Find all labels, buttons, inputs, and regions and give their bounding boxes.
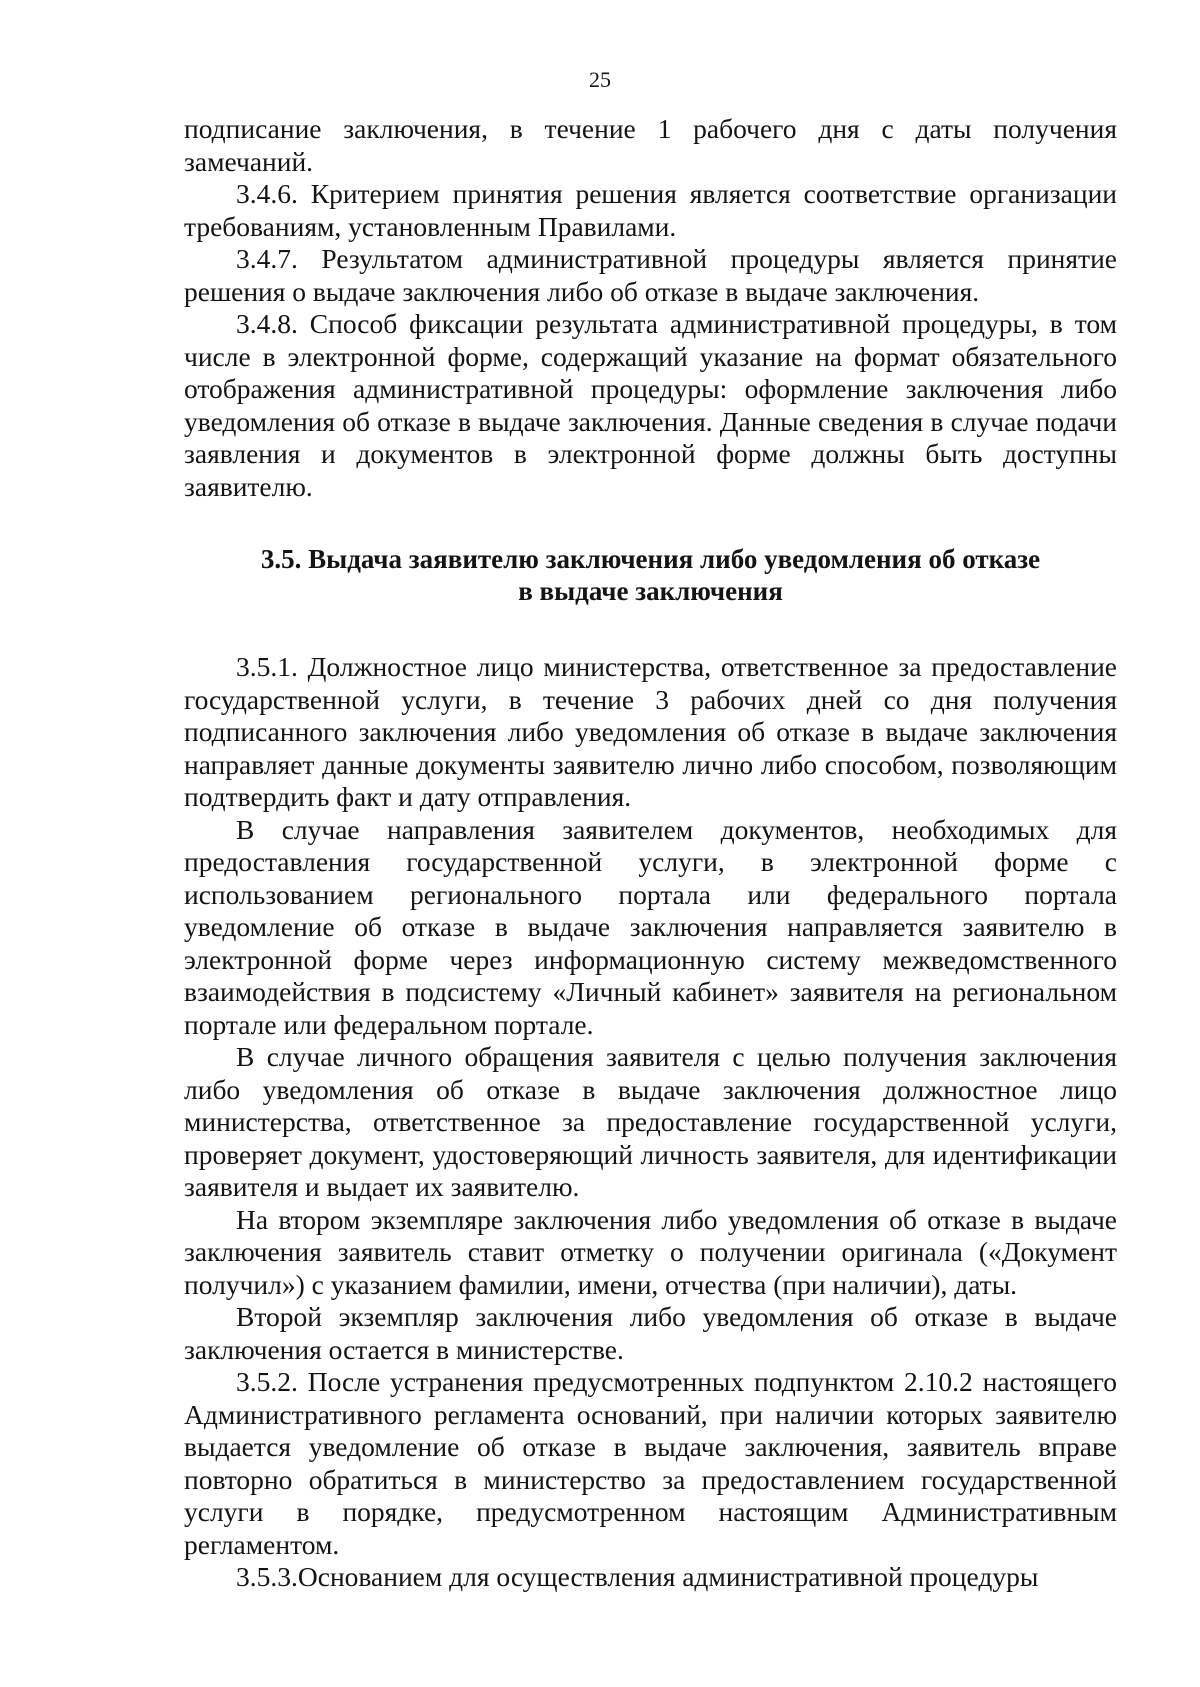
paragraph-receipt-mark: На втором экземпляре заключения либо уведомления об отказе в выдаче заключения заявитель ставит отметку о получении оригинала («Документ получил») с указанием фамилии, имени, отчества (при наличии), даты. — [184, 1203, 1117, 1300]
page-number: 25 — [589, 67, 611, 92]
paragraph-continuation: подписание заключения, в течение 1 рабочего дня с даты получения замечаний. — [184, 113, 1117, 177]
paragraph-electronic-delivery: В случае направления заявителем документов, необходимых для предоставления государственной услуги, в электронной форме с использованием регионального портала или федерального портала уведомление об отказе в выдаче заключения направляется заявителю в электронной форме через информационную систему межведомственного взаимодействия в подсистему «Личный кабинет» заявителя на региональном портале или федеральном портале. — [184, 813, 1117, 1040]
paragraph-3-5-2: 3.5.2. После устранения предусмотренных подпунктом 2.10.2 настоящего Административного регламента оснований, при наличии которых заявителю выдается уведомление об отказе в выдаче заключения, заявитель вправе повторно обратиться в министерство за предоставлением государственной услуги в порядке, предусмотренном настоящим Административным регламентом. — [184, 1366, 1117, 1560]
paragraph-3-4-7: 3.4.7. Результатом административной процедуры является принятие решения о выдаче заключения либо об отказе в выдаче заключения. — [184, 243, 1117, 307]
paragraph-3-4-8: 3.4.8. Способ фиксации результата административной процедуры, в том числе в электронной форме, содержащий указание на формат обязательного отображения административной процедуры: оформление заключения либо уведомления об отказе в выдаче заключения. Данные сведения в случае подачи заявления и документов в электронной форме должны быть доступны заявителю. — [184, 308, 1117, 502]
paragraph-personal-visit: В случае личного обращения заявителя с целью получения заключения либо уведомления об отказе в выдаче заключения должностное лицо министерства, ответственное за предоставление государственной услуги, проверяет документ, удостоверяющий личность заявителя, для идентификации заявителя и выдает их заявителю. — [184, 1041, 1117, 1202]
section-heading-3-5 — [184, 543, 1117, 607]
document-body — [184, 113, 1117, 1594]
section-heading-line-2: в выдаче заключения — [518, 576, 783, 606]
paragraph-3-4-6: 3.4.6. Критерием принятия решения является соответствие организации требованиям, установленным Правилами. — [184, 178, 1117, 242]
paragraph-second-copy: Второй экземпляр заключения либо уведомления об отказе в выдаче заключения остается в министерстве. — [184, 1301, 1117, 1365]
paragraph-3-5-3: 3.5.3.Основанием для осуществления административной процедуры — [236, 1561, 1039, 1592]
section-heading-line-1: 3.5. Выдача заявителю заключения либо уведомления об отказе — [260, 544, 1041, 574]
paragraph-3-5-1: 3.5.1. Должностное лицо министерства, ответственное за предоставление государственной услуги, в течение 3 рабочих дней со дня получения подписанного заключения либо уведомления об отказе в выдаче заключения направляет данные документы заявителю лично либо способом, позволяющим подтвердить факт и дату отправления. — [184, 651, 1117, 812]
